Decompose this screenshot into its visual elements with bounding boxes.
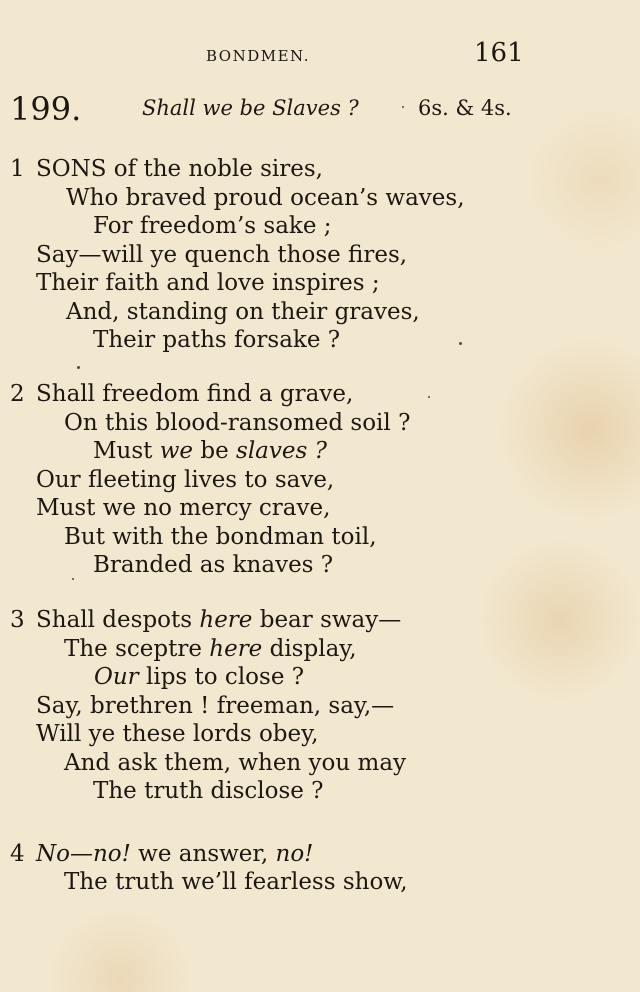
verse-line: The sceptre here display, <box>64 636 357 662</box>
verse-line: Shall freedom find a grave, <box>36 381 354 407</box>
verse-number: 2 <box>10 381 25 407</box>
verse-line: Shall despots here bear sway— <box>36 607 402 633</box>
verse-line: For freedom’s sake ; <box>93 213 332 239</box>
verse-line: Must we be slaves ? <box>93 438 327 464</box>
hymn-title: Shall we be Slaves ? <box>142 96 359 120</box>
verse-number: 1 <box>10 156 25 182</box>
verse-line: Must we no mercy crave, <box>36 495 331 521</box>
verse-line: Our fleeting lives to save, <box>36 467 335 493</box>
verse-line: But with the bondman toil, <box>64 524 377 550</box>
verse-line: Branded as knaves ? <box>93 552 334 578</box>
verse-number: 4 <box>10 841 25 867</box>
verse-line: And ask them, when you may <box>64 750 407 776</box>
running-title: BONDMEN. <box>206 47 310 65</box>
verse-line: Our lips to close ? <box>94 664 305 690</box>
verse-line: Their faith and love inspires ; <box>36 270 380 296</box>
verse-line: Their paths forsake ? <box>93 327 341 353</box>
hymn-meter: 6s. & 4s. <box>418 96 512 120</box>
verse-line: The truth disclose ? <box>93 778 324 804</box>
verse-line: Will ye these lords obey, <box>36 721 319 747</box>
verse-line: The truth we’ll fearless show, <box>64 869 408 895</box>
verse-number: 3 <box>10 607 25 633</box>
page-number: 161 <box>474 38 524 68</box>
hymn-number: 199. <box>10 90 82 128</box>
verse-line: On this blood-ransomed soil ? <box>64 410 411 436</box>
verse-line: SONS of the noble sires, <box>36 156 323 182</box>
verse-line: No—no! we answer, no! <box>36 841 314 867</box>
verse-line: Who braved proud ocean’s waves, <box>66 185 465 211</box>
verse-line: Say, brethren ! freeman, say,— <box>36 693 395 719</box>
verse-line: Say—will ye quench those fires, <box>36 242 408 268</box>
verse-line: And, standing on their graves, <box>66 299 420 325</box>
